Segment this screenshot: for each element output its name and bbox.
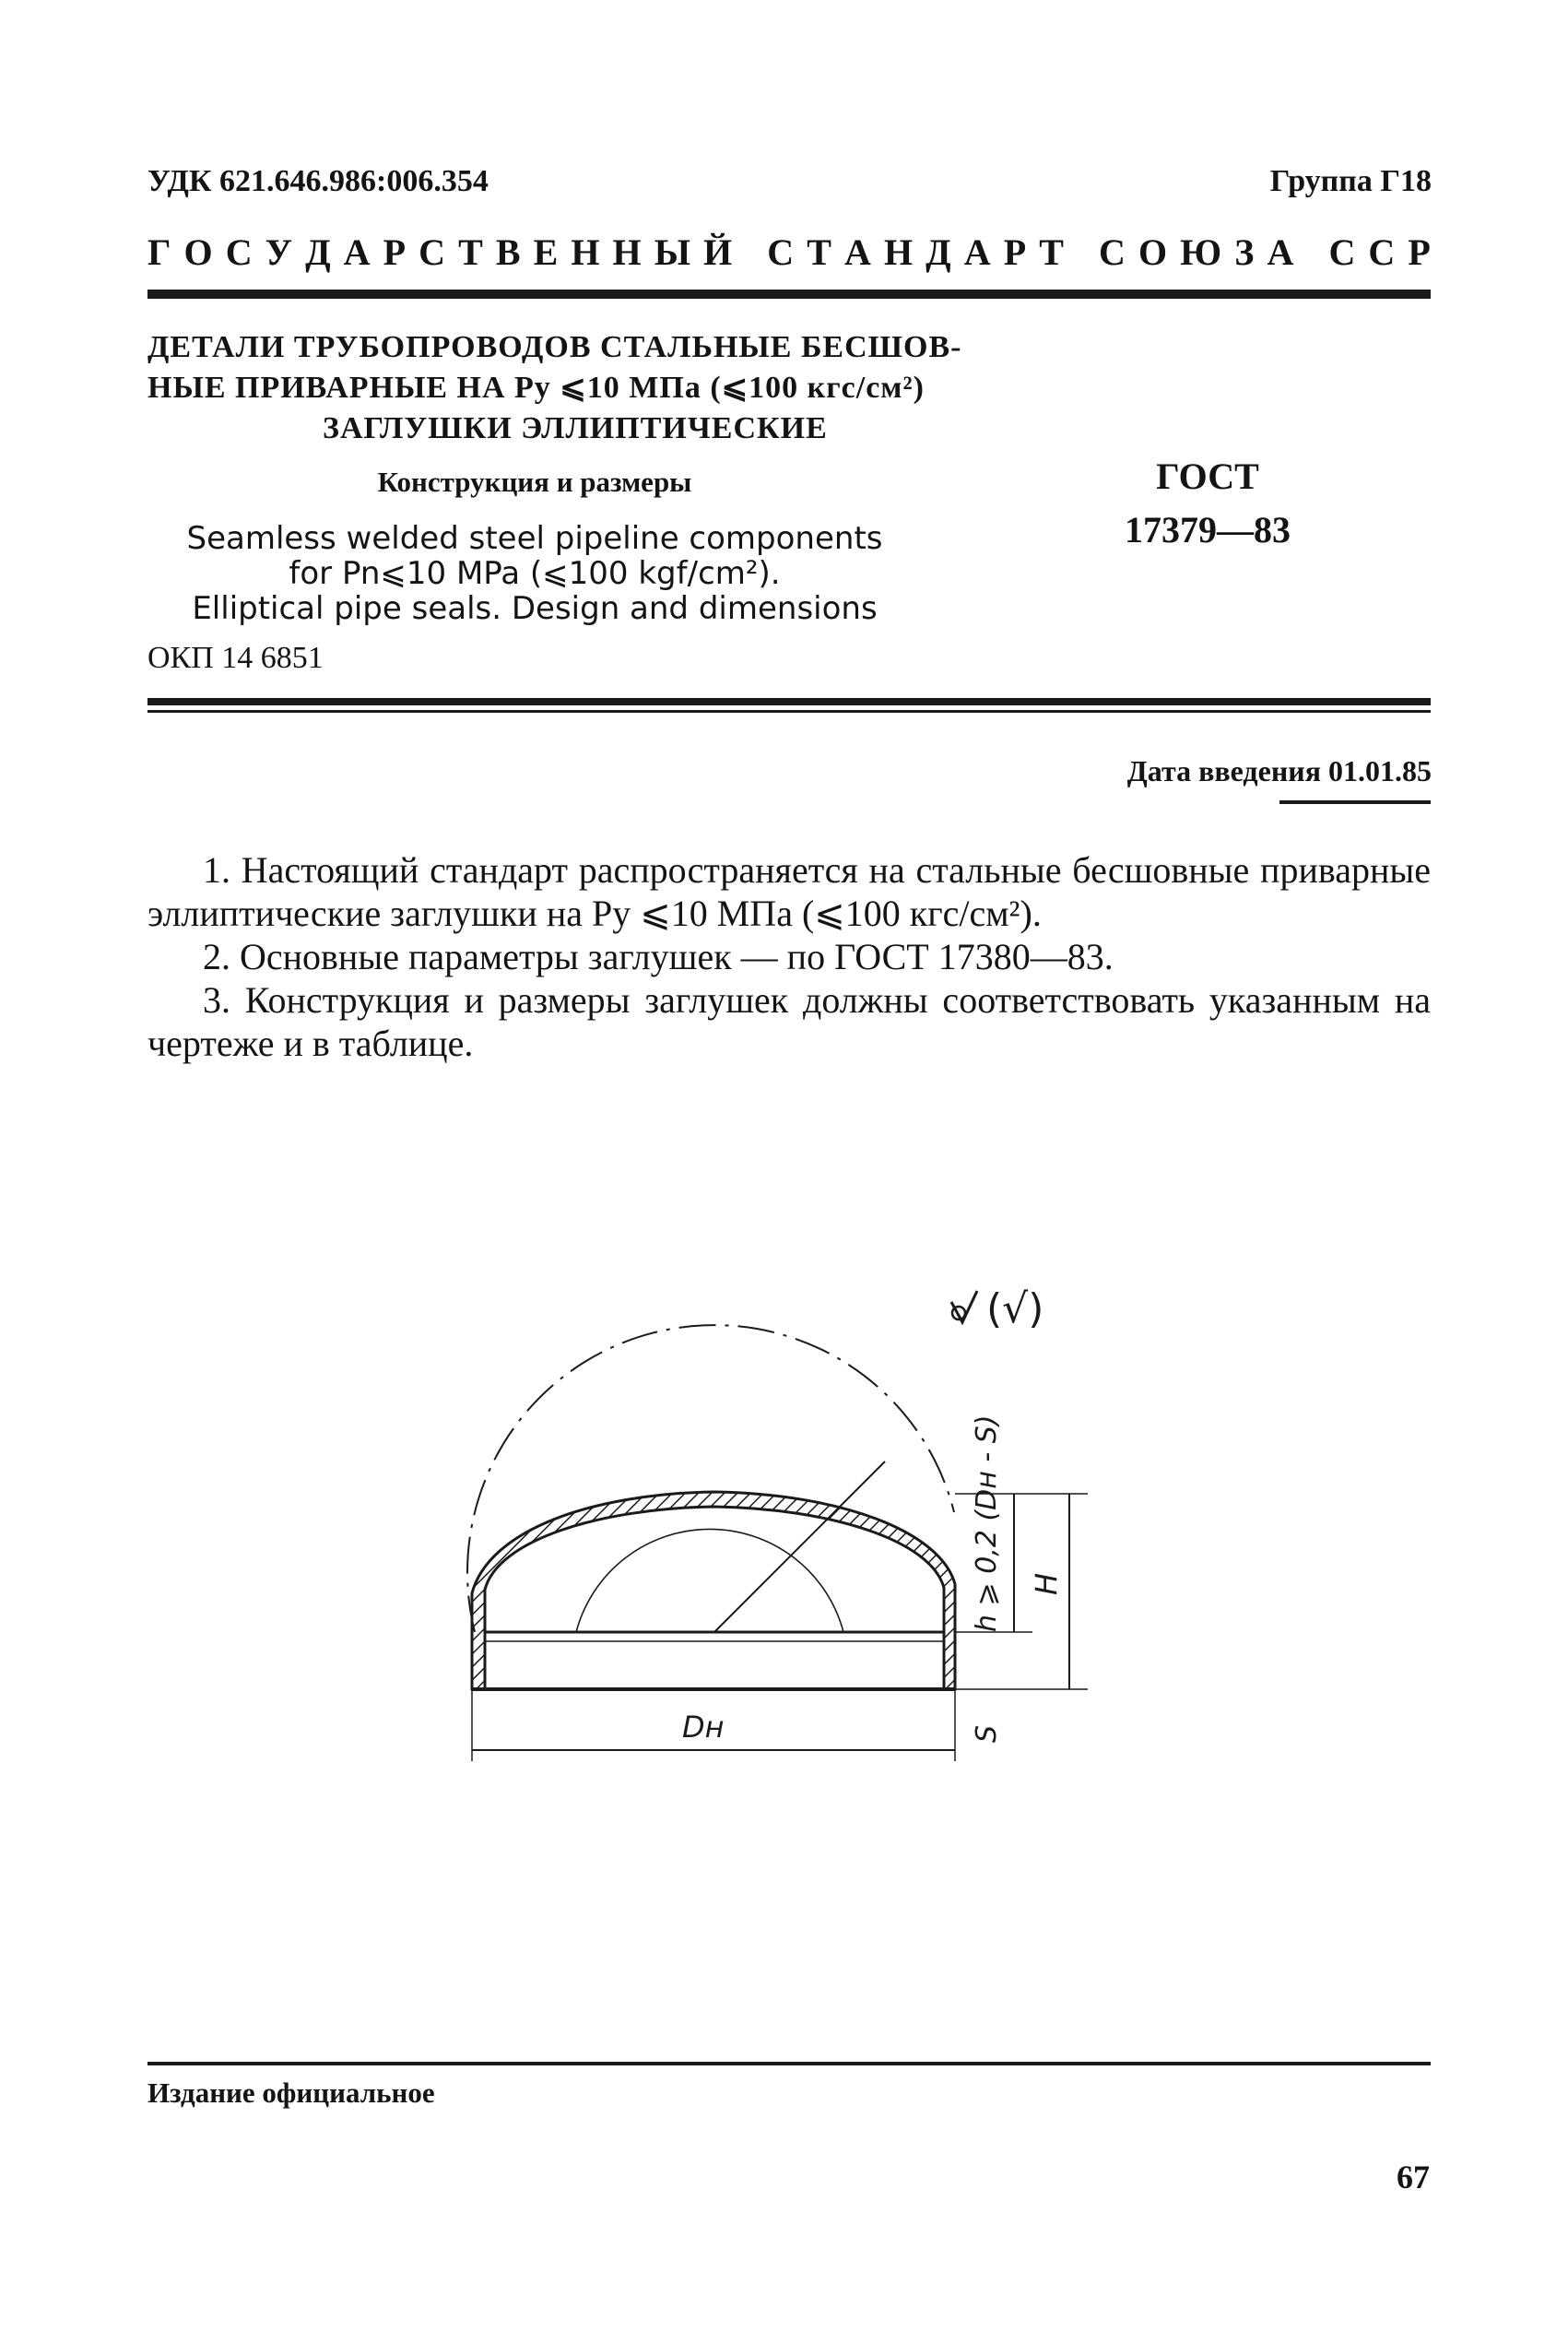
elliptical-cap-drawing (406, 1263, 1125, 1780)
gost-number: 17379—83 (1125, 509, 1291, 550)
title-rule-thin (147, 710, 1431, 713)
english-line-2: for Pn⩽10 MPa (⩽100 kgf/cm²). (289, 555, 781, 592)
state-heading-letter (1306, 231, 1315, 274)
state-heading-letter: З (1234, 231, 1255, 273)
state-heading-letter: В (495, 231, 521, 273)
roughness-symbol (951, 1285, 1043, 1332)
state-heading-letter: Ю (1180, 231, 1222, 273)
state-heading-letter: А (963, 231, 991, 273)
state-heading-letter: А (1267, 231, 1294, 273)
state-heading-letter: Т (1039, 231, 1064, 273)
english-line-3: Elliptical pipe seals. Design and dimensions (192, 590, 878, 627)
state-heading-letter: Н (571, 231, 600, 273)
state-heading-letter: А (343, 231, 371, 273)
english-line-1: Seamless welded steel pipeline components (186, 520, 883, 557)
udk-code: УДК 621.646.986:006.354 (147, 164, 489, 198)
state-heading-letter: С (225, 231, 253, 273)
title-line-2: НЫЕ ПРИВАРНЫЕ НА Ру ⩽10 МПа (⩽100 кгс/см²) (147, 371, 925, 405)
S-label: S (971, 1724, 1003, 1743)
page-number: 67 (1397, 2159, 1430, 2195)
inner-circle (576, 1529, 843, 1632)
state-heading-letter: Г (147, 231, 171, 273)
construction-circle (467, 1325, 954, 1632)
document-title (147, 327, 1032, 449)
state-heading-letter: С (1328, 231, 1356, 273)
footer-rule (147, 2062, 1431, 2065)
state-heading-letter: Р (1003, 231, 1027, 273)
state-heading-letter: С (767, 231, 795, 273)
h-label: h ⩾ 0,2 (Dн - S) (971, 1414, 1003, 1632)
state-heading-letter: Ы (654, 231, 690, 273)
paragraph-2: 2. Основные параметры заглушек — по ГОСТ 17380—83. (203, 936, 1114, 977)
H-label: H (1029, 1572, 1064, 1595)
gost-label: ГОСТ (1156, 456, 1259, 497)
title-line-1: ДЕТАЛИ ТРУБОПРОВОДОВ СТАЛЬНЫЕ БЕСШОВ- (147, 330, 962, 364)
introduction-date: Дата введения 01.01.85 (1126, 754, 1432, 787)
state-heading-letter: Т (458, 231, 483, 273)
subtitle: Конструкция и размеры (377, 466, 692, 498)
state-heading-letter: Й (703, 231, 733, 273)
state-heading-letter: С (1099, 231, 1126, 273)
state-heading-letter: Р (383, 231, 407, 273)
radius-line (714, 1461, 885, 1632)
state-heading-letter: С (1368, 231, 1396, 273)
state-heading-letter: Е (533, 231, 559, 273)
okp-code: ОКП 14 6851 (147, 641, 324, 675)
group-code: Группа Г18 (1269, 164, 1432, 198)
D-label: Dн (682, 1710, 725, 1745)
state-heading-letter (745, 231, 754, 274)
state-heading-letter: Р (1408, 231, 1431, 273)
state-heading-letter: Н (883, 231, 914, 273)
paragraph-1: 1. Настоящий стандарт распространяется на стальные бесшовные приварные эллиптические заглушки на Ру ⩽10 МПа (⩽100 кгс/см²). (147, 849, 1431, 934)
english-title (147, 521, 922, 626)
date-underline (1279, 800, 1431, 804)
state-heading-letter: Т (807, 231, 831, 273)
body-text (147, 848, 1431, 1065)
state-heading-letter: Д (925, 231, 951, 273)
edition-note: Издание официальное (147, 2077, 435, 2109)
title-rule (147, 698, 1431, 705)
state-heading-letter (1077, 231, 1086, 274)
cap-wall (472, 1492, 955, 1689)
state-heading-letter: Д (305, 231, 331, 273)
state-heading-letter: Н (612, 231, 642, 273)
paragraph-3: 3. Конструкция и размеры заглушек должны соответствовать указанным на чертеже и в таблице. (147, 979, 1431, 1064)
title-line-3: ЗАГЛУШКИ ЭЛЛИПТИЧЕСКИЕ (323, 411, 828, 445)
state-heading-letter: С (419, 231, 446, 273)
gost-designation (1088, 450, 1327, 557)
roughness-label: (√) (986, 1285, 1044, 1332)
state-heading-letter: О (1138, 231, 1168, 273)
state-standard-heading (147, 231, 1431, 274)
state-heading-letter: А (844, 231, 871, 273)
state-heading-letter: О (183, 231, 213, 273)
header-rule (147, 290, 1431, 299)
state-heading-letter: У (265, 231, 293, 273)
